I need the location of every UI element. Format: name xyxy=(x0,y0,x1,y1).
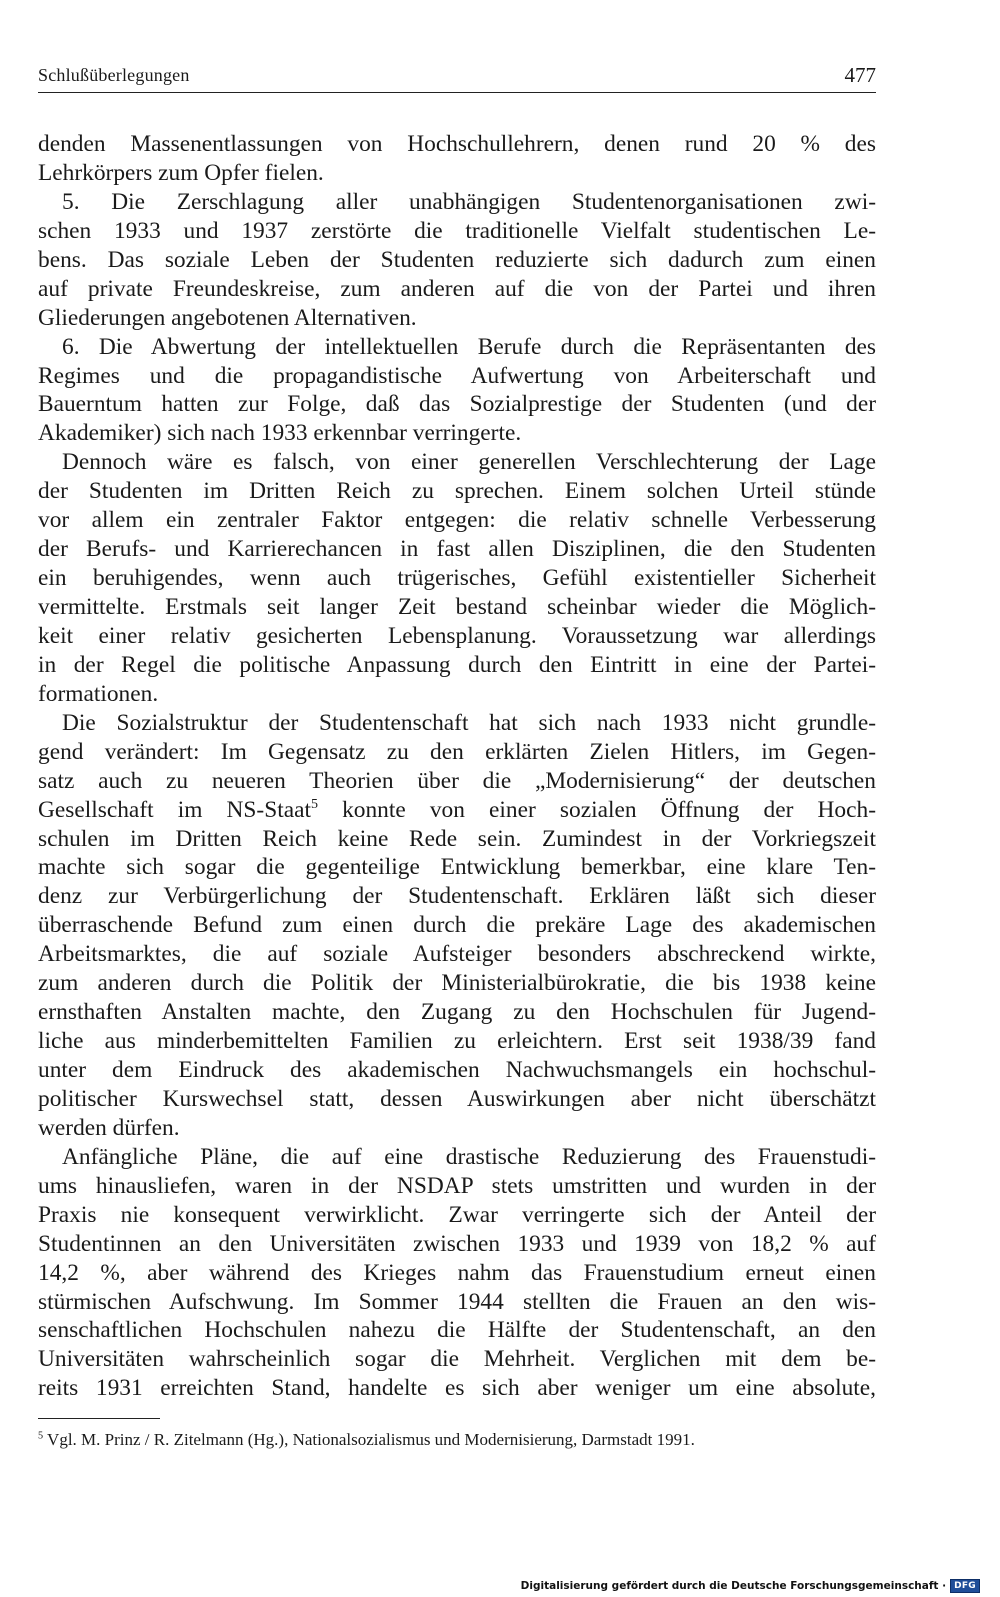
text-line-content: Bauerntum hatten zur Folge, daß das Sozialprestige der Studenten (und der xyxy=(38,391,876,418)
text-line-content: senschaftlichen Hochschulen nahezu die Hälfte der Studentenschaft, an den xyxy=(38,1317,876,1344)
footnote-reference: 5 xyxy=(310,795,318,812)
text-line xyxy=(38,188,876,217)
text-line xyxy=(38,246,876,275)
text-line xyxy=(38,940,876,969)
text-line xyxy=(38,825,876,854)
text-line xyxy=(38,130,876,159)
footnote-marker: 5 xyxy=(38,1430,44,1442)
text-line-content: Die Sozialstruktur der Studentenschaft hat sich nach 1933 nicht grundle- xyxy=(62,709,876,736)
text-line-content: denden Massenentlassungen von Hochschullehrern, denen rund 20 % des xyxy=(38,131,876,157)
text-line xyxy=(38,1056,876,1085)
text-line xyxy=(38,304,876,333)
text-line-content: vor allem ein zentraler Faktor entgegen: die relativ schnelle Verbesserung xyxy=(38,507,876,534)
text-line xyxy=(38,853,876,882)
text-line-content: politischer Kurswechsel statt, dessen Auswirkungen aber nicht überschätzt xyxy=(38,1085,876,1112)
text-line xyxy=(38,1374,876,1403)
text-line-content: ernsthaften Anstalten machte, den Zugang zu den Hochschulen für Jugend- xyxy=(38,999,876,1026)
text-line xyxy=(38,275,876,304)
text-line-content: vermittelte. Erstmals seit langer Zeit bestand scheinbar wieder die Möglich- xyxy=(38,594,876,620)
footnote-rule xyxy=(38,1418,160,1419)
text-line-content: der Berufs- und Karrierechancen in fast allen Disziplinen, die den Studenten xyxy=(38,536,876,563)
text-line-content: konnte von einer sozialen Öffnung der Hoch- xyxy=(317,796,876,823)
text-line-content: bens. Das soziale Leben der Studenten reduzierte sich dadurch zum einen xyxy=(38,246,876,273)
text-line xyxy=(38,419,876,448)
text-line-content: Universitäten wahrscheinlich sogar die Mehrheit. Verglichen mit dem be- xyxy=(38,1346,876,1373)
text-line xyxy=(38,333,876,362)
text-line xyxy=(38,738,876,767)
text-line-content: Regimes und die propagandistische Aufwertung von Arbeiterschaft und xyxy=(38,362,876,389)
text-line-content: 6. Die Abwertung der intellektuellen Berufe durch die Repräsentanten des xyxy=(62,333,876,360)
text-line-content: denz zur Verbürgerlichung der Studentenschaft. Erklären läßt sich dieser xyxy=(38,883,876,910)
text-line xyxy=(38,159,876,188)
text-line-content: auf private Freundeskreise, zum anderen auf die von der Partei und ihren xyxy=(38,275,876,302)
footnote-text: Vgl. M. Prinz / R. Zitelmann (Hg.), Nationalsozialismus und Modernisierung, Darmstadt 1991. xyxy=(43,1430,695,1449)
text-line xyxy=(38,1345,876,1374)
text-line-content: formationen. xyxy=(38,680,159,707)
text-line xyxy=(38,622,876,651)
text-line-content: unter dem Eindruck des akademischen Nachwuchsmangels ein hochschul- xyxy=(38,1057,876,1083)
text-line xyxy=(38,535,876,564)
text-line xyxy=(38,767,876,796)
text-line-content: Lehrkörpers zum Opfer fielen. xyxy=(38,159,324,186)
digitization-credit xyxy=(521,1579,980,1593)
footnote xyxy=(38,1430,876,1450)
text-line xyxy=(38,1259,876,1288)
text-line-content: zum anderen durch die Politik der Ministerialbürokratie, die bis 1938 keine xyxy=(38,970,876,997)
body-text xyxy=(38,130,876,1403)
text-line xyxy=(38,651,876,680)
text-line xyxy=(38,448,876,477)
text-line-content: Gliederungen angebotenen Alternativen. xyxy=(38,304,417,331)
text-line xyxy=(38,564,876,593)
credit-text: Digitalisierung gefördert durch die Deutsche Forschungsgemeinschaft · xyxy=(520,1580,947,1592)
text-line xyxy=(38,911,876,940)
text-line-content: stürmischen Aufschwung. Im Sommer 1944 stellten die Frauen an den wis- xyxy=(38,1288,876,1315)
text-line-content: Gesellschaft im NS-Staat xyxy=(38,796,311,823)
text-line xyxy=(38,1201,876,1230)
text-line xyxy=(38,1143,876,1172)
text-line xyxy=(38,680,876,709)
text-line-content: gend verändert: Im Gegensatz zu den erklärten Zielen Hitlers, im Gegen- xyxy=(38,738,876,765)
text-line-content: machte sich sogar die gegenteilige Entwicklung bemerkbar, eine klare Ten- xyxy=(38,854,876,881)
text-line xyxy=(38,506,876,535)
text-line xyxy=(38,1288,876,1317)
text-line-content: in der Regel die politische Anpassung durch den Eintritt in eine der Partei- xyxy=(38,651,876,678)
page-number: 477 xyxy=(844,63,876,87)
text-line-content: Akademiker) sich nach 1933 erkennbar verringerte. xyxy=(38,420,522,447)
text-line xyxy=(38,1230,876,1259)
text-line xyxy=(38,1316,876,1345)
text-line xyxy=(38,1027,876,1056)
text-line-content: überraschende Befund zum einen durch die prekäre Lage des akademischen xyxy=(38,912,876,939)
text-line-content: 14,2 %, aber während des Krieges nahm das Frauenstudium erneut einen xyxy=(38,1259,876,1286)
text-line xyxy=(38,1114,876,1143)
text-line-content: satz auch zu neueren Theorien über die „Modernisierung“ der deutschen xyxy=(38,767,876,794)
text-line xyxy=(38,362,876,391)
text-line-content: Anfängliche Pläne, die auf eine drastische Reduzierung des Frauenstudi- xyxy=(62,1143,876,1170)
text-line xyxy=(38,709,876,738)
text-line-content: werden dürfen. xyxy=(38,1114,180,1141)
text-line xyxy=(38,882,876,911)
text-line xyxy=(38,998,876,1027)
running-head xyxy=(38,62,876,93)
text-line-content: 5. Die Zerschlagung aller unabhängigen Studentenorganisationen zwi- xyxy=(62,188,876,215)
text-line-content: Dennoch wäre es falsch, von einer generellen Verschlechterung der Lage xyxy=(62,449,876,476)
text-line xyxy=(38,477,876,506)
text-line xyxy=(38,593,876,622)
book-page xyxy=(38,0,876,1597)
text-line-content: der Studenten im Dritten Reich zu sprechen. Einem solchen Urteil stünde xyxy=(38,478,876,505)
text-line-content: keit einer relativ gesicherten Lebensplanung. Voraussetzung war allerdings xyxy=(38,622,876,649)
text-line-content: Praxis nie konsequent verwirklicht. Zwar verringerte sich der Anteil der xyxy=(38,1201,876,1228)
text-line xyxy=(38,217,876,246)
text-line-content: ein beruhigendes, wenn auch trügerisches, Gefühl existentieller Sicherheit xyxy=(38,565,876,592)
text-line-content: ums hinausliefen, waren in der NSDAP stets umstritten und wurden in der xyxy=(38,1172,876,1199)
text-line-content: reits 1931 erreichten Stand, handelte es sich aber weniger um eine absolute, xyxy=(38,1375,876,1402)
text-line xyxy=(38,969,876,998)
running-head-title: Schlußüberlegungen xyxy=(38,65,190,85)
text-line xyxy=(38,1085,876,1114)
text-line-content: liche aus minderbemittelten Familien zu erleichtern. Erst seit 1938/39 fand xyxy=(38,1028,876,1055)
text-line-content: schen 1933 und 1937 zerstörte die traditionelle Vielfalt studentischen Le- xyxy=(38,217,876,244)
text-line-content: schulen im Dritten Reich keine Rede sein. Zumindest in der Vorkriegszeit xyxy=(38,825,876,852)
text-line-content: Arbeitsmarktes, die auf soziale Aufsteiger besonders abschreckend wirkte, xyxy=(38,941,876,968)
text-line xyxy=(38,390,876,419)
text-line xyxy=(38,1172,876,1201)
text-line xyxy=(38,796,876,825)
text-line-content: Studentinnen an den Universitäten zwischen 1933 und 1939 von 18,2 % auf xyxy=(38,1230,876,1257)
dfg-logo: DFG xyxy=(950,1579,980,1593)
